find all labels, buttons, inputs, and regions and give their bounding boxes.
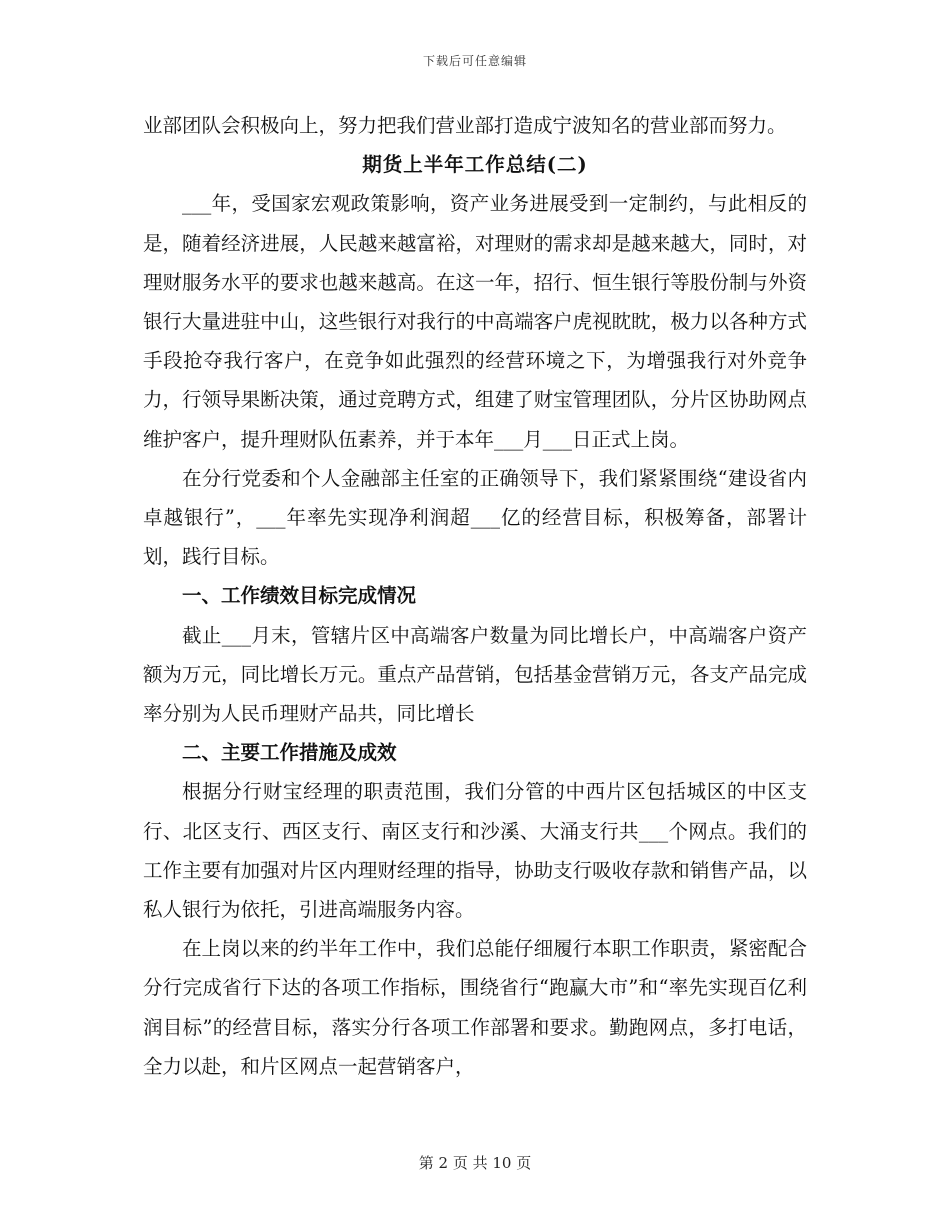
page-header: 下载后可任意编辑 bbox=[422, 54, 527, 68]
paragraph: 在分行党委和个人金融部主任室的正确领导下，我们紧紧围绕“建设省内卓越银行”，___年率先实现净利润超___亿的经营目标，积极筹备，部署计划，践行目标。 bbox=[143, 466, 807, 569]
paragraph: 根据分行财宝经理的职责范围，我们分管的中西片区包括城区的中区支行、北区支行、西区支行、南区支行和沙溪、大涌支行共___个网点。我们的工作主要有加强对片区内理财经理的指导，协助支行吸收存款和销售产品，以私人银行为依托，引进高端服务内容。 bbox=[143, 780, 807, 922]
paragraph-continuation: 业部团队会积极向上，努力把我们营业部打造成宁波知名的营业部而努力。 bbox=[143, 114, 787, 137]
paragraph: 截止___月末，管辖片区中高端客户数量为同比增长户，中高端客户资产额为万元，同比增长万元。重点产品营销，包括基金营销万元，各支产品完成率分别为人民币理财产品共，同比增长 bbox=[143, 623, 807, 726]
paragraph: 在上岗以来的约半年工作中，我们总能仔细履行本职工作职责，紧密配合分行完成省行下达的各项工作指标，围绕省行“跑赢大市”和“率先实现百亿利润目标”的经营目标，落实分行各项工作部署和要求。勤跑网点，多打电话，全力以赴，和片区网点一起营销客户， bbox=[143, 937, 807, 1078]
section-heading-1: 一、工作绩效目标完成情况 bbox=[182, 584, 417, 608]
paragraph: ___年，受国家宏观政策影响，资产业务进展受到一定制约，与此相反的是，随着经济进展，人民越来越富裕，对理财的需求却是越来越大，同时，对理财服务水平的要求也越来越高。在这一年，招行、恒生银行等股份制与外资银行大量进驻中山，这些银行对我行的中高端客户虎视眈眈，极力以各种方式手段抢夺我行客户，在竞争如此强烈的经营环境之下，为增强我行对外竞争力，行领导果断决策，通过竞聘方式，组建了财宝管理团队，分片区协助网点维护客户，提升理财队伍素养，并于本年___月___日正式上岗。 bbox=[143, 192, 807, 451]
section-heading-2: 二、主要工作措施及成效 bbox=[182, 741, 397, 765]
section-title: 期货上半年工作总结(二) bbox=[362, 153, 588, 177]
page-number: 第 2 页 共 10 页 bbox=[418, 1154, 532, 1172]
document-body bbox=[143, 106, 807, 1086]
